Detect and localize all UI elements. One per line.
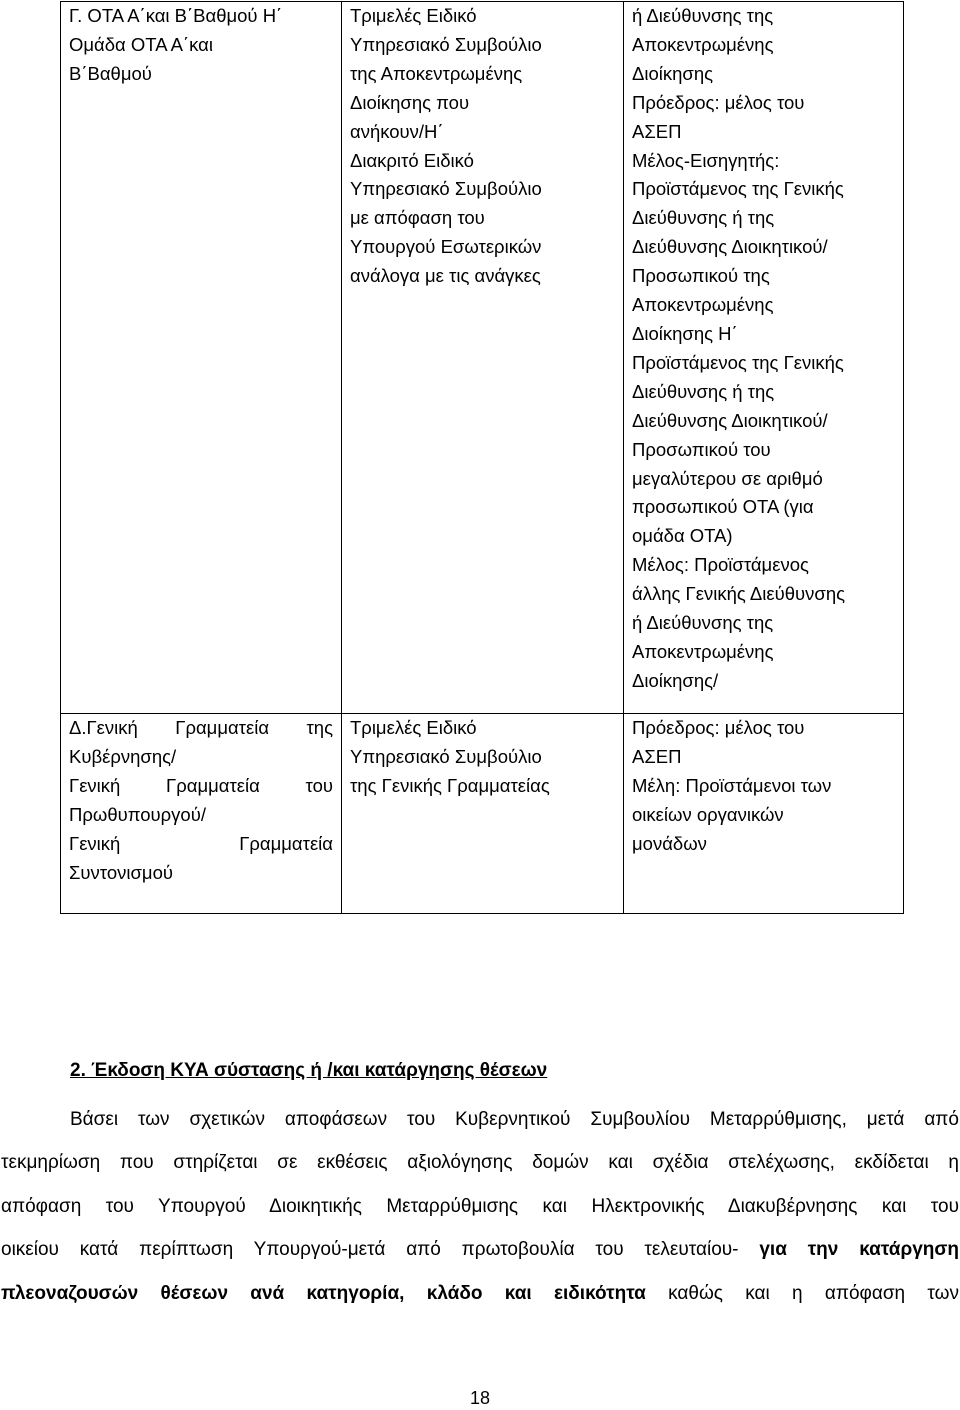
category-line: Δ.Γενική Γραμματεία της <box>69 717 333 738</box>
composition-cell: ή Διεύθυνσης της Αποκεντρωμένης Διοίκησης Πρόεδρος: μέλος του ΑΣΕΠ Μέλος-Εισηγητής: Προϊστάμενος της Γενικής Διεύθυνσης ή της Διεύθυνσης Διοικητικού/ Προσωπικού της Αποκεντρωμένης Διοίκησης Η΄ Προϊστάμενος της Γενικής Διεύθυνσης ή της Διεύθυνσης Διοικητικού/ Προσωπικού του μεγαλύτερου σε αριθμό προσωπικού ΟΤΑ (για ομάδα ΟΤΑ) Μέλος: Προϊστάμενος άλλης Γενικής Διεύθυνσης ή Διεύθυνσης της Αποκεντρωμένης Διοίκησης/ <box>624 2 904 714</box>
emphasis-text: πλεοναζουσών θέσεων ανά κατηγορία, κλάδο και ειδικότητα <box>1 1282 646 1304</box>
composition-cell: Πρόεδρος: μέλος του ΑΣΕΠ Μέλη: Προϊστάμενοι των οικείων οργανικών μονάδων <box>624 714 904 914</box>
emphasis-text: για την κατάργηση <box>759 1239 959 1261</box>
paragraph-line: τεκμηρίωση που στηρίζεται σε εκθέσεις αξιολόγησης δομών και σχέδια στελέχωσης, εκδίδεται η <box>1 1152 959 1174</box>
category-line: Κυβέρνησης/ <box>69 745 177 767</box>
category-line: Πρωθυπουργού/ <box>69 803 206 825</box>
council-cell: Τριμελές Ειδικό Υπηρεσιακό Συμβούλιο της Γενικής Γραμματείας <box>342 714 624 914</box>
paragraph-line: απόφαση του Υπουργού Διοικητικής Μεταρρύθμισης και Ηλεκτρονικής Διακυβέρνησης και του <box>1 1195 959 1217</box>
service-council-table <box>60 1 904 914</box>
council-cell: Τριμελές Ειδικό Υπηρεσιακό Συμβούλιο της Αποκεντρωμένης Διοίκησης που ανήκουν/Η΄ Διακριτό Ειδικό Υπηρεσιακό Συμβούλιο με απόφαση του Υπουργού Εσωτερικών ανάλογα με τις ανάγκες <box>342 2 624 714</box>
paragraph-text: καθώς και η απόφαση των <box>668 1282 959 1304</box>
category-line: Γενική Γραμματεία <box>69 832 333 854</box>
table-row <box>61 2 904 714</box>
page-number: 18 <box>469 1388 491 1408</box>
category-cell <box>61 714 342 914</box>
paragraph-line <box>1 1228 959 1271</box>
category-line: Συντονισμού <box>69 861 173 883</box>
paragraph-line: Βάσει των σχετικών αποφάσεων του Κυβερνητικού Συμβουλίου Μεταρρύθμισης, μετά από <box>70 1109 959 1130</box>
category-line: Γενική Γραμματεία του <box>69 774 333 796</box>
table-row <box>61 714 904 914</box>
body-paragraph <box>1 1098 959 1315</box>
paragraph-line <box>1 1272 959 1315</box>
paragraph-text: οικείου κατά περίπτωση Υπουργού-μετά από πρωτοβουλία του τελευταίου- <box>1 1239 739 1261</box>
category-cell: Γ. ΟΤΑ Α΄και Β΄Βαθμού Η΄ Ομάδα ΟΤΑ Α΄και Β΄Βαθμού <box>61 2 342 714</box>
section-heading: 2. Έκδοση ΚΥΑ σύστασης ή /και κατάργησης θέσεων <box>70 1060 548 1081</box>
